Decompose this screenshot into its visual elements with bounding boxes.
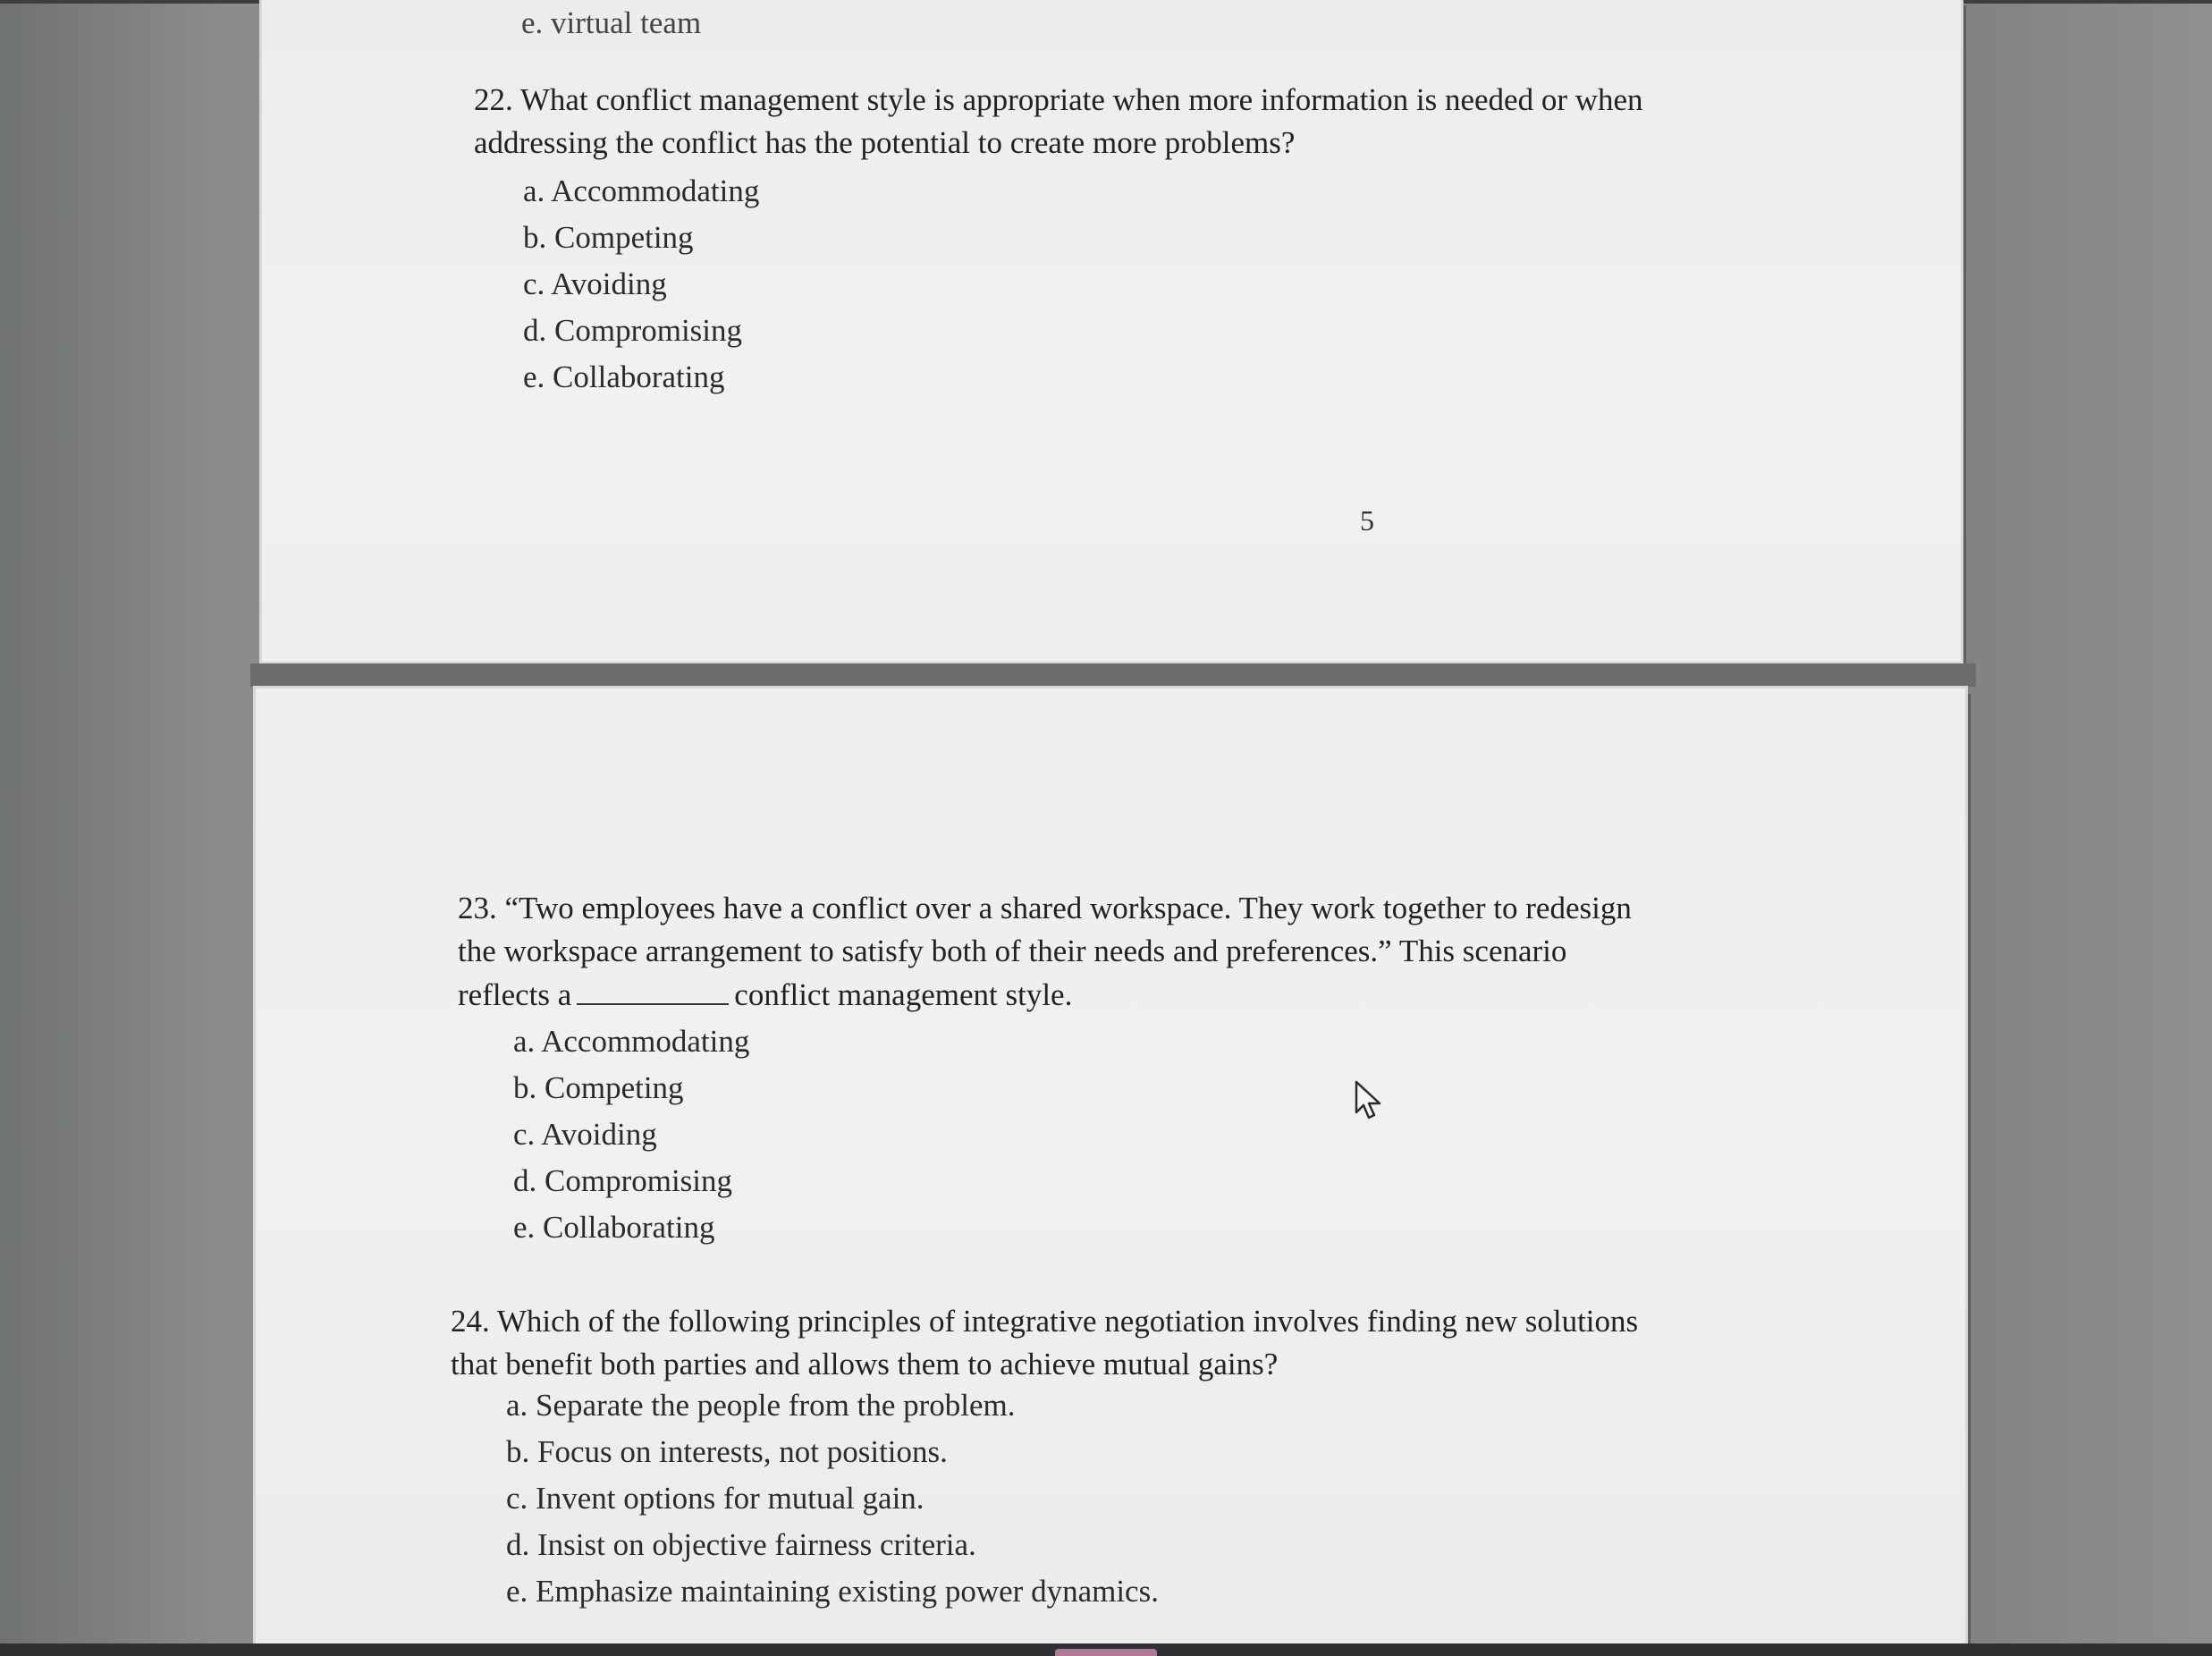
question-23-line-3 — [458, 973, 1632, 1017]
q24-option-c[interactable]: c. Invent options for mutual gain. — [506, 1481, 924, 1516]
document-page-top — [262, 0, 1961, 662]
document-page-bottom — [256, 689, 1965, 1643]
q23-option-c[interactable]: c. Avoiding — [513, 1117, 657, 1152]
question-23-options — [513, 1018, 1632, 1251]
q22-option-e[interactable]: e. Collaborating — [523, 359, 725, 394]
page-number: 5 — [1360, 504, 1374, 537]
q24-option-d[interactable]: d. Insist on objective fairness criteria. — [506, 1527, 976, 1562]
taskbar-indicator — [1055, 1649, 1157, 1656]
q24-option-b[interactable]: b. Focus on interests, not positions. — [506, 1434, 948, 1469]
question-22-line-1: 22. What conflict management style is appropriate when more information is needed or when — [474, 82, 1643, 117]
question-23-line-2: the workspace arrangement to satisfy both of their needs and preferences.” This scenario — [458, 934, 1567, 968]
question-24-line-1: 24. Which of the following principles of integrative negotiation involves finding new solutions — [451, 1304, 1639, 1339]
fill-in-blank — [577, 973, 729, 1005]
question-22 — [474, 79, 1643, 401]
q24-option-e[interactable]: e. Emphasize maintaining existing power dynamics. — [506, 1574, 1159, 1609]
q22-option-c[interactable]: c. Avoiding — [523, 266, 667, 301]
q22-option-a[interactable]: a. Accommodating — [523, 173, 760, 208]
question-23-line-3-start: reflects a — [458, 977, 572, 1012]
previous-question-option: e. virtual team — [521, 5, 702, 40]
q22-option-d[interactable]: d. Compromising — [523, 313, 743, 348]
question-22-line-2: addressing the conflict has the potential to create more problems? — [474, 125, 1296, 160]
question-24-line-2: that benefit both parties and allows them to achieve mutual gains? — [451, 1347, 1279, 1381]
q23-option-e[interactable]: e. Collaborating — [513, 1210, 715, 1245]
question-22-options — [523, 168, 1643, 401]
question-23 — [458, 887, 1632, 1251]
q22-option-b[interactable]: b. Competing — [523, 220, 694, 255]
right-margin-strip — [1949, 0, 2212, 1656]
question-24-options — [506, 1382, 1638, 1615]
page-divider — [250, 663, 1976, 687]
q23-option-d[interactable]: d. Compromising — [513, 1163, 733, 1198]
question-24 — [451, 1300, 1638, 1615]
q23-option-a[interactable]: a. Accommodating — [513, 1024, 750, 1059]
question-23-line-3-end: conflict management style. — [734, 977, 1073, 1012]
q23-option-b[interactable]: b. Competing — [513, 1070, 684, 1105]
question-23-line-1: 23. “Two employees have a conflict over a shared workspace. They work together to redesign — [458, 891, 1632, 925]
mouse-pointer-icon — [1354, 1080, 1384, 1121]
q24-option-a[interactable]: a. Separate the people from the problem. — [506, 1388, 1016, 1423]
